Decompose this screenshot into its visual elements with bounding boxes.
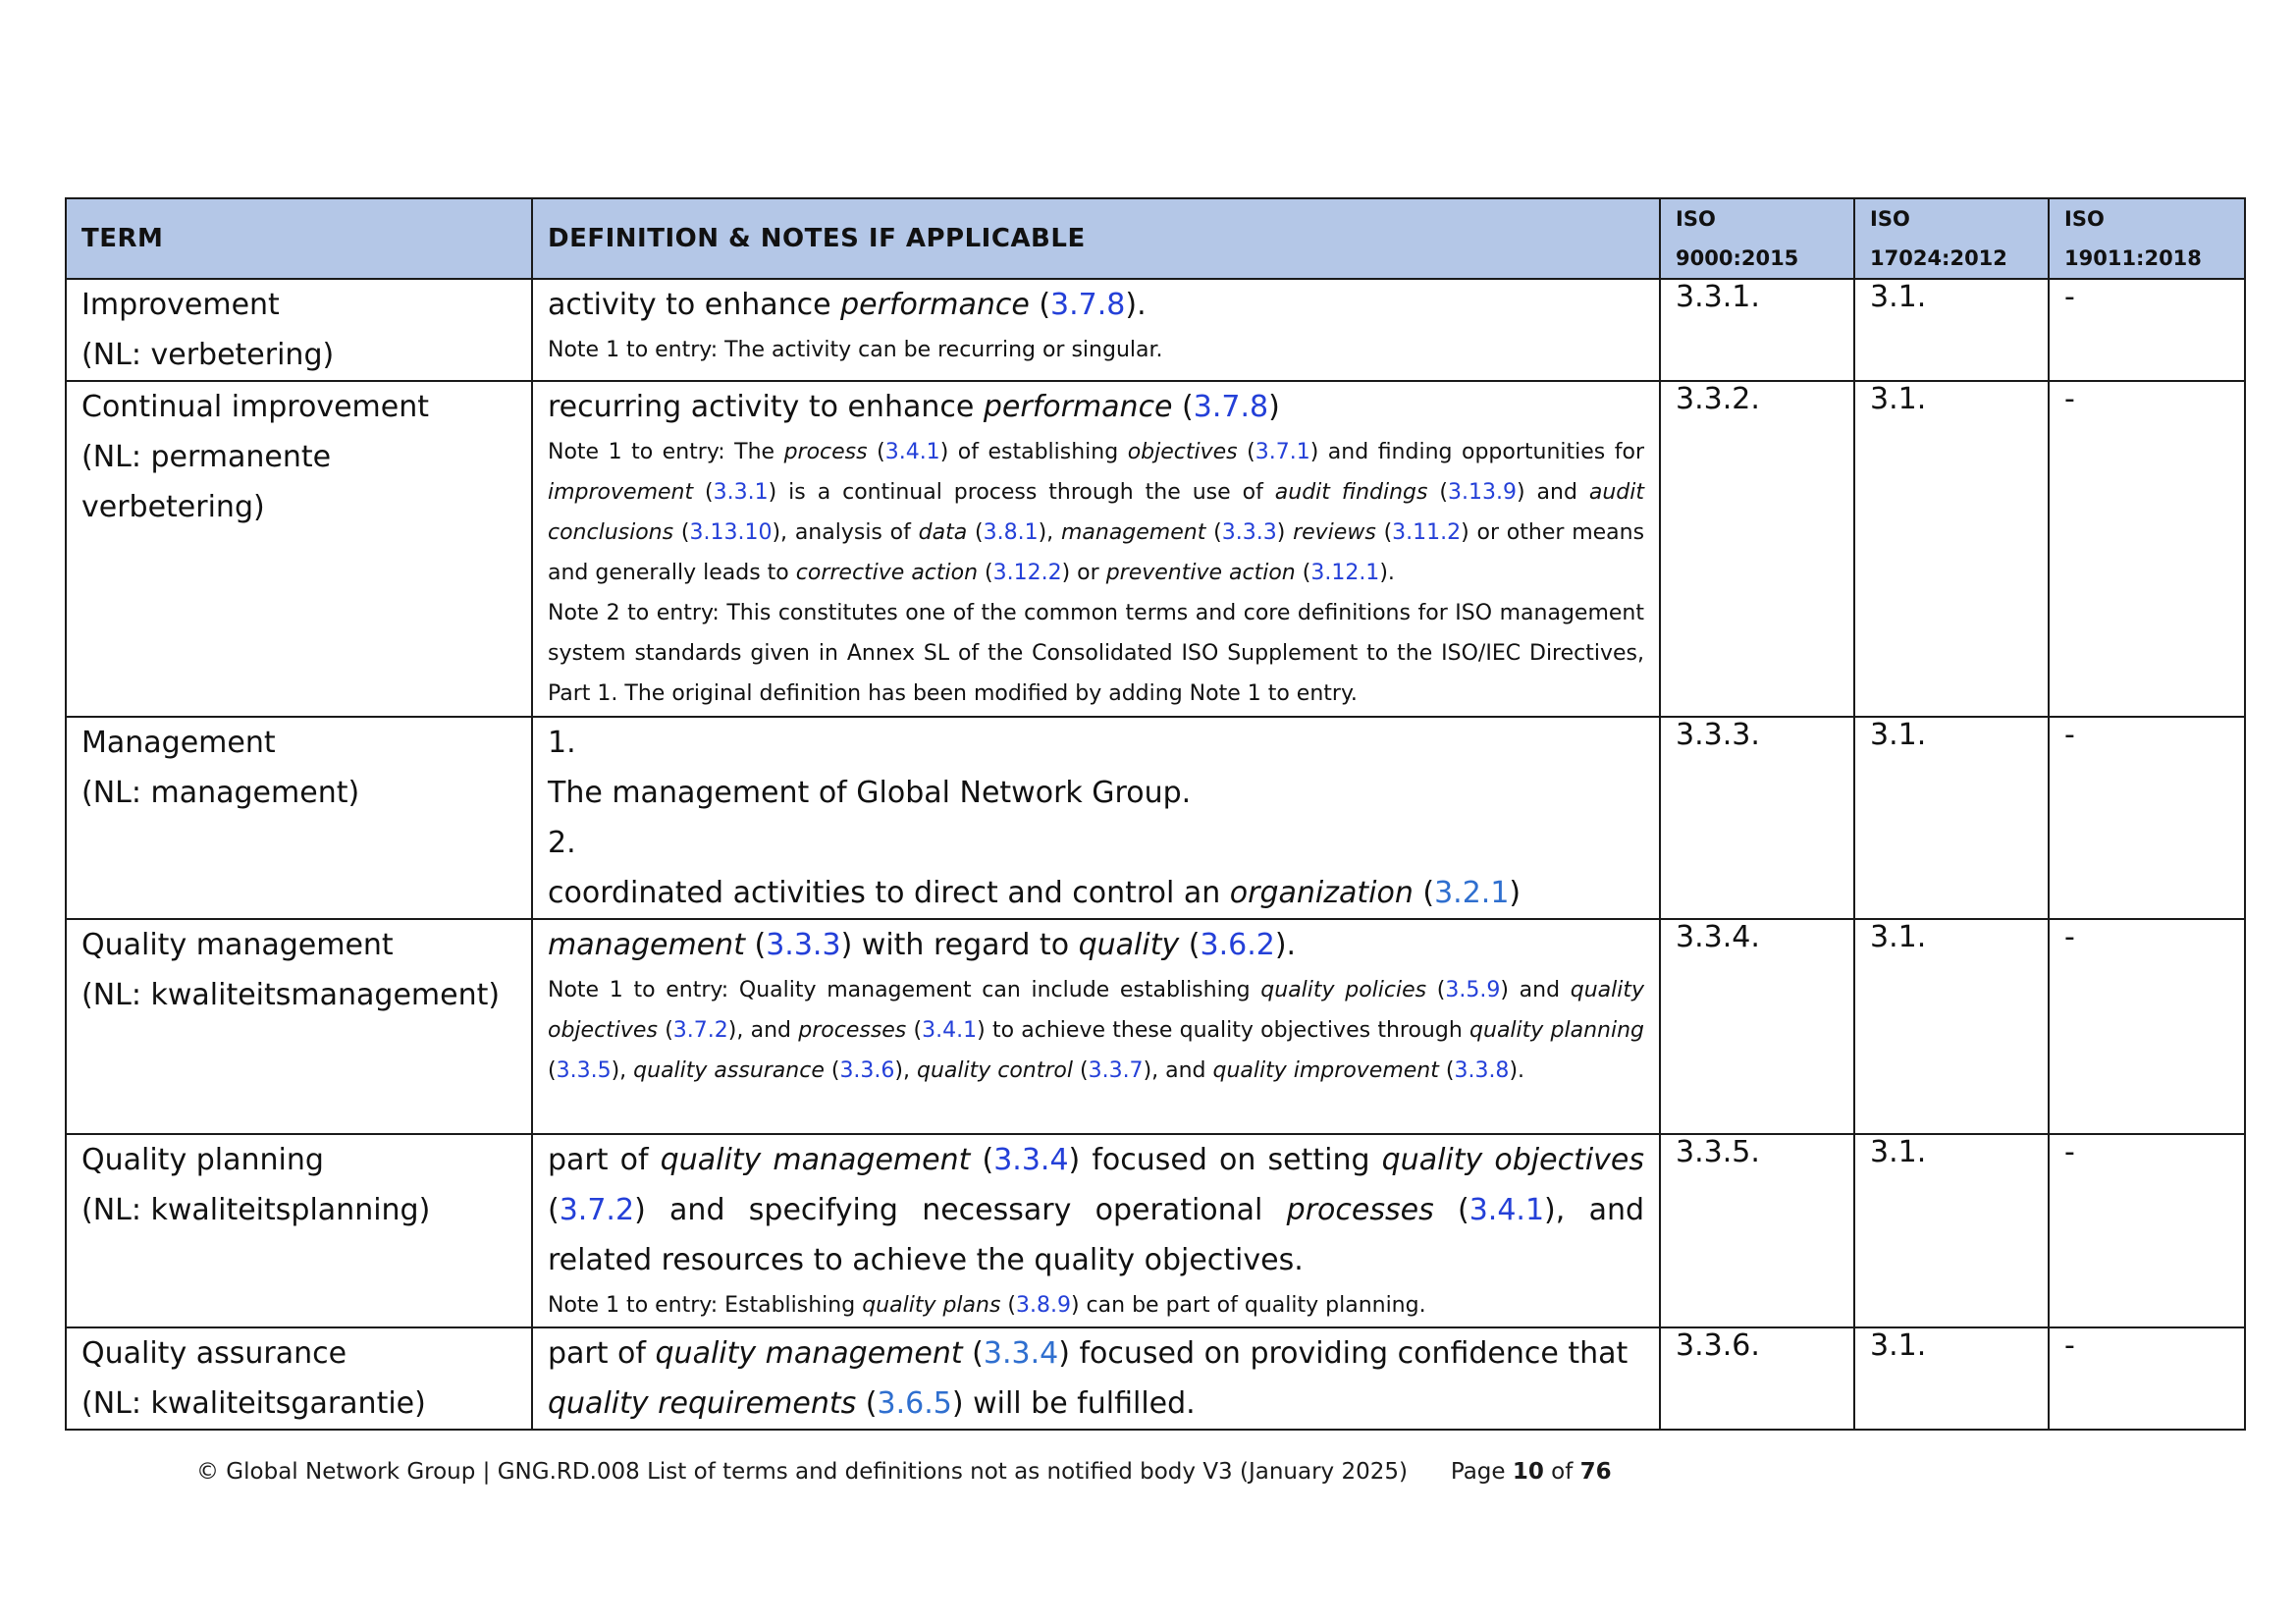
iso-19011-clause: - bbox=[2049, 279, 2245, 381]
note-text: Note 1 to entry: Quality management can include establishing quality policies (3.5.9) and quality objectives (3.7.2), and processes (3.4.1) to achieve these quality objectives through quality planning (3.3.5), quality assurance (3.3.6), quality control (3.3.7), and quality improvement (3.3.8). bbox=[548, 978, 1645, 1083]
footer-page-of: of bbox=[1543, 1459, 1580, 1485]
header-iso-17024: ISO 17024:2012 bbox=[1854, 198, 2049, 279]
footer-page-label: Page bbox=[1450, 1459, 1513, 1485]
header-term: TERM bbox=[66, 198, 532, 279]
table-row bbox=[66, 1327, 2245, 1430]
term-name: Quality assurance bbox=[81, 1336, 347, 1371]
term-dutch: (NL: kwaliteitsmanagement) bbox=[81, 978, 501, 1012]
term-reference-link[interactable]: 3.12.2 bbox=[992, 561, 1062, 585]
term-dutch: (NL: permanente verbetering) bbox=[81, 440, 332, 524]
term-dutch: (NL: kwaliteitsplanning) bbox=[81, 1193, 431, 1227]
term-reference-link[interactable]: 3.11.2 bbox=[1392, 520, 1462, 545]
footer-page-total: 76 bbox=[1579, 1459, 1612, 1485]
definition-cell bbox=[532, 717, 1660, 919]
note-text: Note 2 to entry: This constitutes one of the common terms and core definitions for ISO management system standards given in Annex SL of the Consolidated ISO Supplement to the ISO/IEC Directives, Part 1. The original definition has been modified by adding Note 1 to entry. bbox=[548, 601, 1644, 706]
definition-cell bbox=[532, 1327, 1660, 1430]
header-iso-9000: ISO 9000:2015 bbox=[1660, 198, 1854, 279]
iso-17024-clause: 3.1. bbox=[1854, 919, 2049, 1134]
iso-19011-clause: - bbox=[2049, 381, 2245, 717]
term-dutch: (NL: verbetering) bbox=[81, 338, 335, 372]
header-iso-19011: ISO 19011:2018 bbox=[2049, 198, 2245, 279]
term-cell bbox=[66, 1134, 532, 1327]
term-name: Quality management bbox=[81, 928, 394, 962]
terms-table bbox=[65, 197, 2246, 1431]
term-name: Quality planning bbox=[81, 1143, 324, 1177]
definition-number: 1. bbox=[548, 726, 576, 760]
definition-text: part of quality management (3.3.4) focused on setting quality objectives (3.7.2) and specifying necessary operational processes (3.4.1), and related resources to achieve the quality objectives. bbox=[548, 1143, 1645, 1277]
definition-cell bbox=[532, 381, 1660, 717]
definition-text: coordinated activities to direct and control an organization (3.2.1) bbox=[548, 876, 1522, 910]
term-reference-link[interactable]: 3.6.2 bbox=[1200, 928, 1275, 962]
definition-cell bbox=[532, 279, 1660, 381]
term-reference-link[interactable]: 3.4.1 bbox=[1468, 1193, 1545, 1227]
term-reference-link[interactable]: 3.3.1 bbox=[713, 480, 769, 505]
term-dutch: (NL: management) bbox=[81, 776, 360, 810]
note-text: Note 1 to entry: Establishing quality plans (3.8.9) can be part of quality planning. bbox=[548, 1293, 1426, 1318]
iso-9000-clause: 3.3.4. bbox=[1660, 919, 1854, 1134]
term-cell bbox=[66, 717, 532, 919]
term-reference-link[interactable]: 3.3.5 bbox=[556, 1058, 612, 1083]
definition-text: recurring activity to enhance performance (3.7.8) bbox=[548, 390, 1280, 424]
term-reference-link[interactable]: 3.7.1 bbox=[1255, 440, 1310, 464]
term-reference-link[interactable]: 3.8.1 bbox=[983, 520, 1039, 545]
iso-19011-clause: - bbox=[2049, 919, 2245, 1134]
definition-text: The management of Global Network Group. bbox=[548, 776, 1192, 810]
term-reference-link[interactable]: 3.4.1 bbox=[922, 1018, 978, 1043]
term-reference-link[interactable]: 3.12.1 bbox=[1310, 561, 1380, 585]
iso-17024-clause: 3.1. bbox=[1854, 1134, 2049, 1327]
term-reference-link[interactable]: 3.8.9 bbox=[1016, 1293, 1071, 1318]
term-cell bbox=[66, 919, 532, 1134]
term-name: Improvement bbox=[81, 288, 280, 322]
term-reference-link[interactable]: 3.3.6 bbox=[839, 1058, 895, 1083]
definition-text: part of quality management (3.3.4) focused on providing confidence that quality requirements (3.6.5) will be fulfilled. bbox=[548, 1336, 1629, 1421]
note-text: Note 1 to entry: The process (3.4.1) of establishing objectives (3.7.1) and finding opportunities for improvement (3.3.1) is a continual process through the use of audit findings (3.13.9) and audit conclusions (3.13.10), analysis of data (3.8.1), management (3.3.3) reviews (3.11.2) or other means and generally leads to corrective action (3.12.2) or preventive action (3.12.1). bbox=[548, 440, 1645, 585]
term-reference-link[interactable]: 3.3.7 bbox=[1088, 1058, 1144, 1083]
iso-17024-clause: 3.1. bbox=[1854, 717, 2049, 919]
term-reference-link[interactable]: 3.3.8 bbox=[1454, 1058, 1510, 1083]
iso-19011-clause: - bbox=[2049, 717, 2245, 919]
term-cell bbox=[66, 279, 532, 381]
definition-text: activity to enhance performance (3.7.8). bbox=[548, 288, 1147, 322]
term-reference-link[interactable]: 3.3.4 bbox=[983, 1336, 1059, 1371]
page-footer bbox=[196, 1459, 1612, 1485]
term-reference-link[interactable]: 3.7.2 bbox=[559, 1193, 635, 1227]
iso-17024-clause: 3.1. bbox=[1854, 381, 2049, 717]
definition-cell bbox=[532, 919, 1660, 1134]
iso-9000-clause: 3.3.5. bbox=[1660, 1134, 1854, 1327]
term-reference-link[interactable]: 3.7.2 bbox=[672, 1018, 728, 1043]
term-reference-link[interactable]: 3.5.9 bbox=[1445, 978, 1501, 1002]
table-row bbox=[66, 381, 2245, 717]
term-reference-link[interactable]: 3.4.1 bbox=[884, 440, 940, 464]
definition-text: management (3.3.3) with regard to quality (3.6.2). bbox=[548, 928, 1297, 962]
footer-page-current: 10 bbox=[1512, 1459, 1544, 1485]
iso-9000-clause: 3.3.6. bbox=[1660, 1327, 1854, 1430]
term-reference-link[interactable]: 3.6.5 bbox=[877, 1386, 952, 1421]
term-dutch: (NL: kwaliteitsgarantie) bbox=[81, 1386, 426, 1421]
note-text: Note 1 to entry: The activity can be recurring or singular. bbox=[548, 338, 1163, 362]
table-header-row bbox=[66, 198, 2245, 279]
term-reference-link[interactable]: 3.13.10 bbox=[689, 520, 773, 545]
header-definition: DEFINITION & NOTES IF APPLICABLE bbox=[532, 198, 1660, 279]
term-name: Continual improvement bbox=[81, 390, 429, 424]
term-reference-link[interactable]: 3.3.3 bbox=[1221, 520, 1277, 545]
table-row bbox=[66, 279, 2245, 381]
iso-9000-clause: 3.3.1. bbox=[1660, 279, 1854, 381]
iso-17024-clause: 3.1. bbox=[1854, 1327, 2049, 1430]
table-row bbox=[66, 919, 2245, 1134]
term-reference-link[interactable]: 3.2.1 bbox=[1434, 876, 1510, 910]
definition-number: 2. bbox=[548, 826, 576, 860]
term-reference-link[interactable]: 3.3.3 bbox=[766, 928, 841, 962]
term-reference-link[interactable]: 3.7.8 bbox=[1050, 288, 1126, 322]
term-cell bbox=[66, 381, 532, 717]
term-cell bbox=[66, 1327, 532, 1430]
iso-19011-clause: - bbox=[2049, 1134, 2245, 1327]
term-reference-link[interactable]: 3.13.9 bbox=[1448, 480, 1517, 505]
table-row bbox=[66, 717, 2245, 919]
iso-9000-clause: 3.3.2. bbox=[1660, 381, 1854, 717]
iso-17024-clause: 3.1. bbox=[1854, 279, 2049, 381]
term-reference-link[interactable]: 3.3.4 bbox=[993, 1143, 1069, 1177]
iso-9000-clause: 3.3.3. bbox=[1660, 717, 1854, 919]
definition-cell bbox=[532, 1134, 1660, 1327]
term-reference-link[interactable]: 3.7.8 bbox=[1193, 390, 1269, 424]
footer-copyright: © Global Network Group | GNG.RD.008 List of terms and definitions not as notified body V3 (January 2025) bbox=[196, 1459, 1408, 1485]
term-name: Management bbox=[81, 726, 276, 760]
table-row bbox=[66, 1134, 2245, 1327]
iso-19011-clause: - bbox=[2049, 1327, 2245, 1430]
